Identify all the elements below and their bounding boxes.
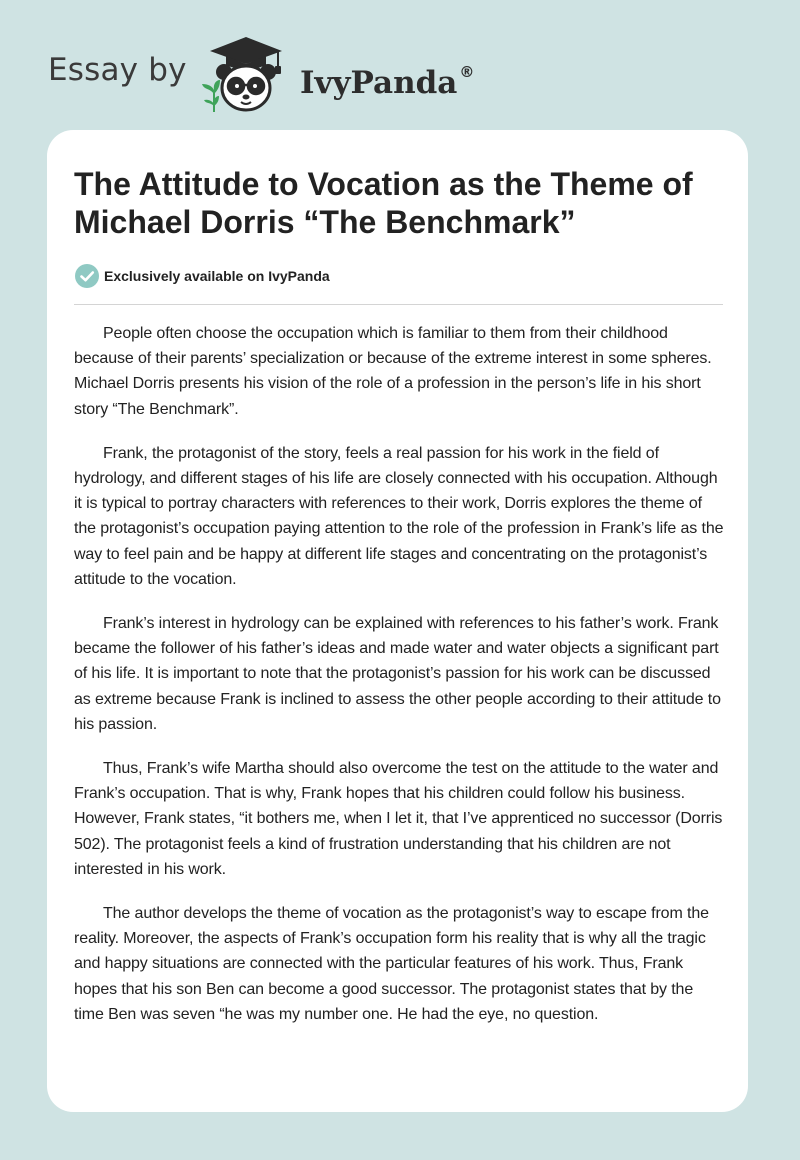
exclusive-badge (74, 263, 330, 289)
registered-mark: ® (459, 63, 475, 81)
brand-text: IvyPanda (300, 65, 458, 101)
ivy-leaf-icon (202, 80, 220, 112)
essay-by-label: Essay by (48, 52, 187, 88)
article-card (47, 130, 748, 1112)
paragraph: The author develops the theme of vocation as the protagonist’s way to escape from the reality. Moreover, the aspects of Frank’s occupation form his reality that is why all the tragic and happy situations are connected with the particular features of his work. Thus, Frank hopes that his son Ben can become a good successor. The protagonist states that by the time Ben was seven “he was my number one. He had the eye, no question. (74, 905, 709, 1023)
divider (74, 304, 723, 305)
article-title: The Attitude to Vocation as the Theme of Michael Dorris “The Benchmark” (74, 166, 693, 240)
paragraph: Frank, the protagonist of the story, feels a real passion for his work in the field of hydrology, and different stages of his life are closely connected with his occupation. Although it is typical to portray characters with references to their work, Dorris explores the theme of the protagonist’s occupation paying attention to the role of the profession in Frank’s life as the way to feel pain and be happy at different life stages and concentrating on the protagonist’s attitude to the vocation. (74, 444, 724, 588)
panda-graduate-icon (198, 34, 294, 114)
paragraph: People often choose the occupation which is familiar to them from their childhood because of their parents’ specialization or because of the extreme interest in some spheres. Michael Dorris presents his vision of the role of a profession in the person’s life in his short story “The Benchmark”. (74, 325, 712, 418)
article-body (74, 321, 726, 1046)
check-circle-icon (74, 263, 100, 289)
site-header (0, 0, 800, 130)
paragraph: Frank’s interest in hydrology can be explained with references to his father’s work. Frank became the follower of his father’s ideas and made water and water objects a significant part of his life. It is important to note that the protagonist’s passion for his work can be discussed as extreme because Frank is inclined to assess the other people according to their attitude to his passion. (74, 615, 721, 733)
exclusive-badge-text: Exclusively available on IvyPanda (104, 268, 330, 284)
brand-name[interactable] (300, 52, 474, 103)
paragraph: Thus, Frank’s wife Martha should also overcome the test on the attitude to the water and Frank’s occupation. That is why, Frank hopes that his children could follow his business. However, Frank states, “it bothers me, when I let it, that I’ve apprenticed no successor (Dorris 502). The protagonist feels a kind of frustration understanding that his children are not interested in his work. (74, 760, 723, 878)
